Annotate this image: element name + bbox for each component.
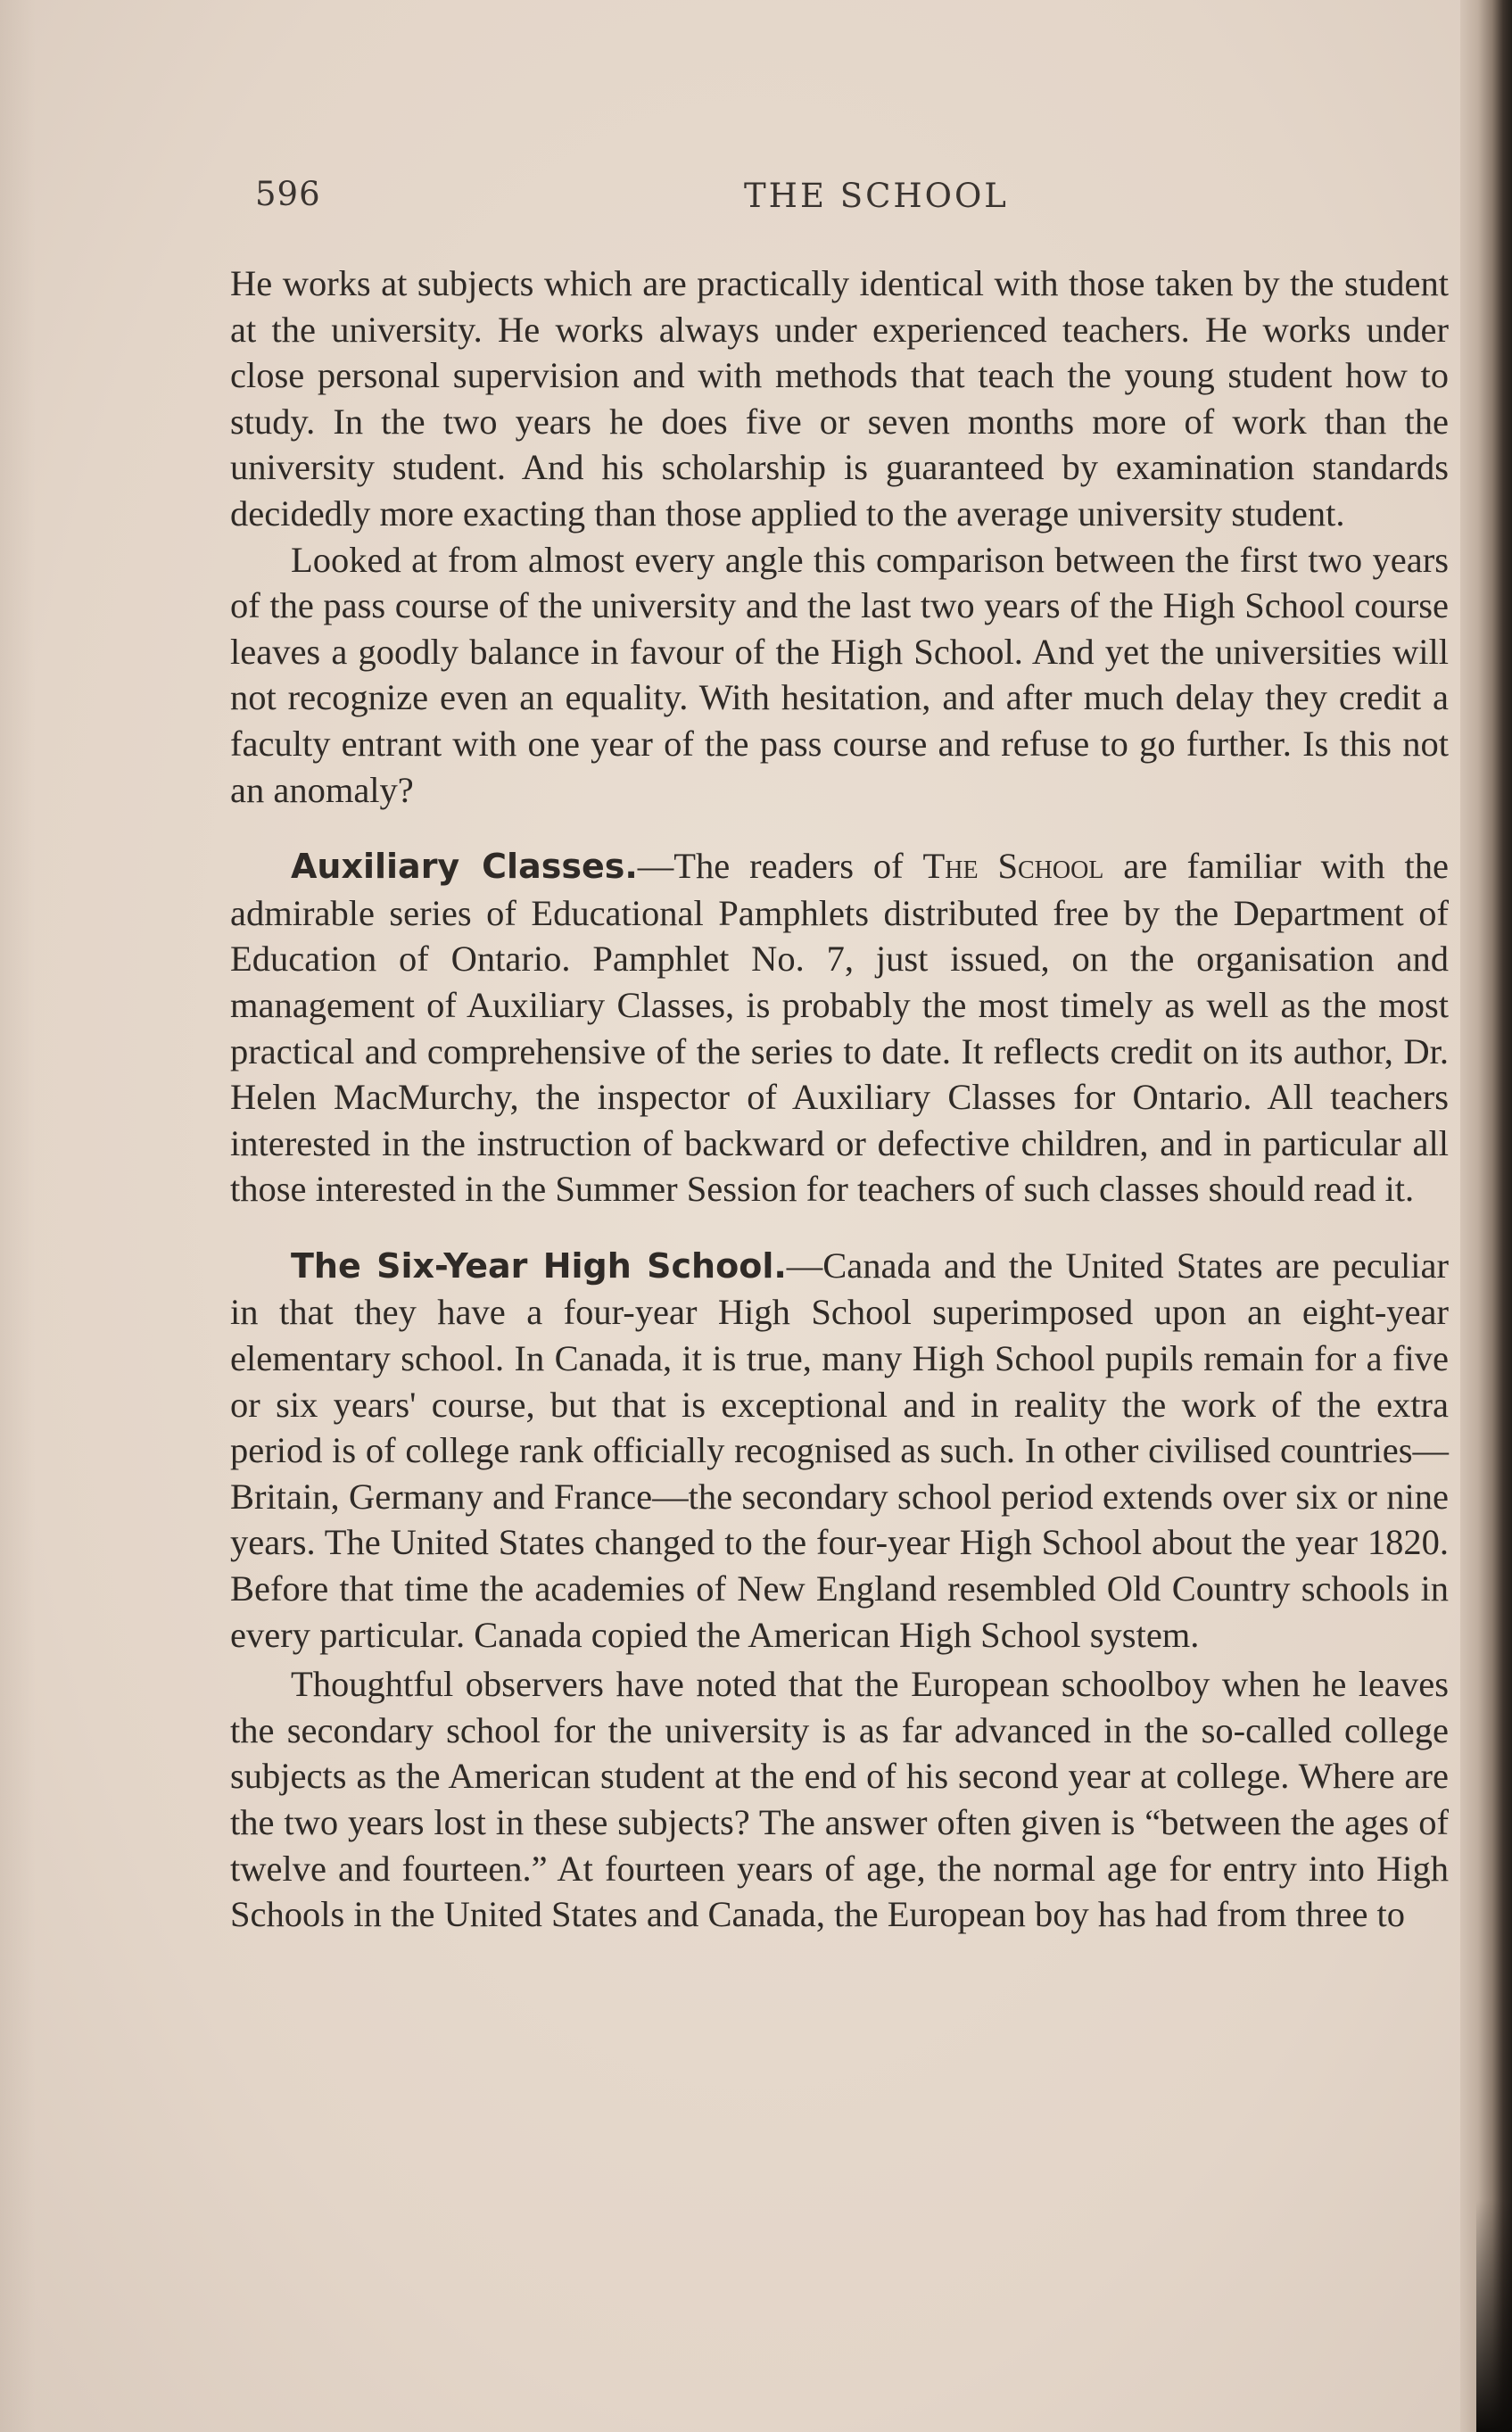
journal-name: The School xyxy=(922,846,1104,887)
paragraph-european-schoolboy: Thoughtful observers have noted that the European schoolboy when he leaves the secondary school for the university is as far advanced in the so-called college subjects as the American student at the end of his second year at college. Where are the two years lost in these subjects? The answer often given is “between the ages of twelve and fourteen.” At fourteen years of age, the normal age for entry into High Schools in the United States and Canada, the European boy has had from three to xyxy=(230,1664,1449,1935)
page-body xyxy=(230,261,1449,1938)
auxiliary-text-after: are familiar with the admirable series of Educational Pamphlets distributed free by the Department of Education of Ontario. Pamphlet No. 7, just issued, on the organisation and management of Auxiliary Classes, is probably the most timely as well as the most practical and comprehensive of the series to date. It reflects credit on its author, Dr. Helen MacMurchy, the inspector of Auxiliary Classes for Ontario. All teachers interested in the instruction of backward or defective children, and in particular all those interested in the Summer Session for teachers of such classes should read it. xyxy=(230,846,1449,1210)
page-header xyxy=(241,175,1463,228)
page-number: 596 xyxy=(255,175,321,213)
section-heading-auxiliary-classes: Auxiliary Classes. xyxy=(291,847,638,887)
paragraph-university-comparison: He works at subjects which are practically identical with those taken by the student at the university. He works always under experienced teachers. He works under close personal supervision and with methods that teach the young student how to study. In the two years he does five or seven months more of work than the university student. And his scholarship is guaranteed by examination standards decidedly more exacting than those applied to the average university student. xyxy=(230,263,1449,534)
paragraph-auxiliary-classes xyxy=(230,843,1449,1212)
six-year-text: —Canada and the United States are peculiar in that they have a four-year High School superimposed upon an eight-year elementary school. In Canada, it is true, many High School pupils remain for a five or six years' course, but that is exceptional and in reality the work of the extra period is of college rank officially recognised as such. In other civilised countries—Britain, Germany and France—the secondary school period extends over six or nine years. The United States changed to the four-year High School about the year 1820. Before that time the academies of New England resembled Old Country schools in every particular. Canada copied the American High School system. xyxy=(230,1245,1449,1655)
page-corner-shadow xyxy=(1476,2200,1512,2432)
running-title: THE SCHOOL xyxy=(744,177,1009,215)
page-edge-shadow xyxy=(1460,0,1512,2432)
paragraph-balance-high-school: Looked at from almost every angle this comparison between the first two years of the pass course of the university and the last two years of the High School course leaves a goodly balance in favour of the High School. And yet the universities will not recognize even an equality. With hesitation, and after much delay they credit a faculty entrant with one year of the pass course and refuse to go further. Is this not an anomaly? xyxy=(230,539,1449,810)
paragraph-six-year-high-school xyxy=(230,1243,1449,1658)
auxiliary-text-before: —The readers of xyxy=(637,846,923,887)
section-heading-six-year-high-school: The Six-Year High School. xyxy=(291,1245,787,1286)
